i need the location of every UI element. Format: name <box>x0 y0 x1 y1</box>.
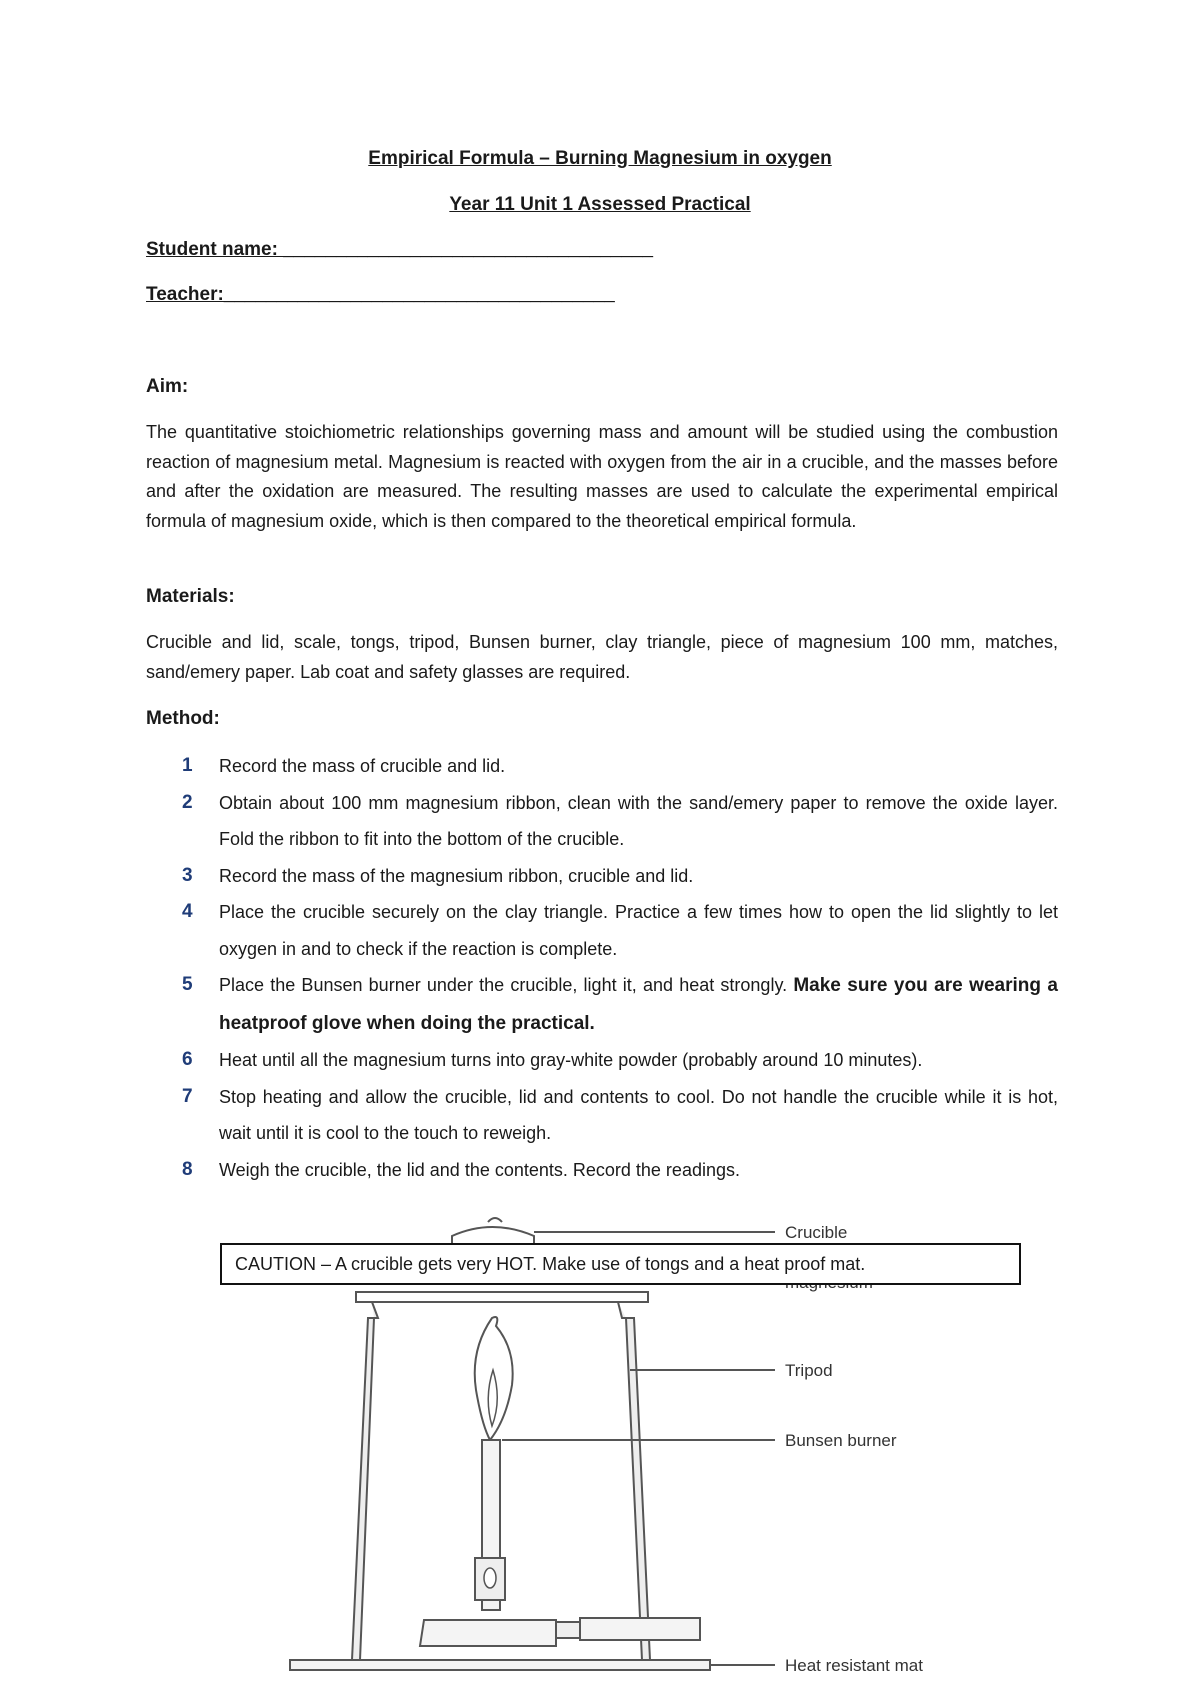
method-step <box>146 1042 1058 1079</box>
label-mat: Heat resistant mat <box>785 1656 923 1675</box>
caution-box: CAUTION – A crucible gets very HOT. Make use of tongs and a heat proof mat. <box>220 1243 1021 1285</box>
step-text: Heat until all the magnesium turns into gray-white powder (probably around 10 minutes). <box>219 1050 923 1070</box>
aim-heading: Aim: <box>146 376 189 397</box>
materials-heading: Materials: <box>146 586 235 607</box>
method-step <box>146 748 1058 785</box>
safety-warning: Make sure you are wearing a heatproof glove when doing the practical. <box>219 975 1058 1034</box>
step-text: Record the mass of crucible and lid. <box>219 756 506 776</box>
step-number: 3 <box>182 864 193 886</box>
document-title: Empirical Formula – Burning Magnesium in oxygen <box>368 148 832 169</box>
step-text: Record the mass of the magnesium ribbon, crucible and lid. <box>219 865 694 886</box>
method-step <box>146 1079 1058 1152</box>
method-step <box>146 1152 1058 1189</box>
teacher-field: Teacher:_____________________________________ <box>146 284 615 305</box>
crucible-lid <box>452 1218 534 1244</box>
step-text <box>219 967 1058 1042</box>
method-steps <box>146 748 1058 1188</box>
step-number: 1 <box>182 755 193 776</box>
step-number: 6 <box>182 1049 193 1070</box>
materials-text: Crucible and lid, scale, tongs, tripod, Bunsen burner, clay triangle, piece of magnesium 100 mm, matches, sand/emery paper. Lab coat and safety glasses are required. <box>146 632 1058 682</box>
aim-text: The quantitative stoichiometric relationships governing mass and amount will be studied using the combustion reaction of magnesium metal. Magnesium is reacted with oxygen from the air in a crucible, and the masses before and after the oxidation are measured. The resulting masses are used to calculate the experimental empirical formula of magnesium oxide, which is then compared to the theoretical empirical formula. <box>146 422 1058 531</box>
step-text: Stop heating and allow the crucible, lid and contents to cool. Do not handle the crucible while it is hot, wait until it is cool to the touch to reweigh. <box>219 1086 1058 1143</box>
label-tripod: Tripod <box>785 1361 833 1380</box>
heat-resistant-mat <box>290 1660 710 1670</box>
label-bunsen: Bunsen burner <box>785 1431 897 1450</box>
method-step <box>146 894 1058 967</box>
step-text: Place the crucible securely on the clay triangle. Practice a few times how to open the lid slightly to let oxygen in and to check if the reaction is complete. <box>219 902 1058 959</box>
step-text: Obtain about 100 mm magnesium ribbon, clean with the sand/emery paper to remove the oxide layer. Fold the ribbon to fit into the bottom of the crucible. <box>219 792 1058 849</box>
step-number: 2 <box>182 791 193 813</box>
method-heading: Method: <box>146 708 220 729</box>
step-text: Weigh the crucible, the lid and the contents. Record the readings. <box>219 1159 740 1180</box>
method-step <box>146 858 1058 895</box>
method-step <box>146 785 1058 858</box>
bunsen-burner <box>420 1317 700 1646</box>
method-step <box>146 967 1058 1042</box>
label-crucible: Crucible <box>785 1223 848 1242</box>
step-text-plain: Place the Bunsen burner under the crucible, light it, and heat strongly. <box>219 975 794 995</box>
step-number: 7 <box>182 1085 193 1107</box>
step-number: 4 <box>182 901 193 922</box>
step-number: 5 <box>182 974 193 995</box>
student-name-field: Student name: ___________________________________ <box>146 239 654 260</box>
document-subtitle: Year 11 Unit 1 Assessed Practical <box>449 194 751 215</box>
step-number: 8 <box>182 1158 193 1180</box>
